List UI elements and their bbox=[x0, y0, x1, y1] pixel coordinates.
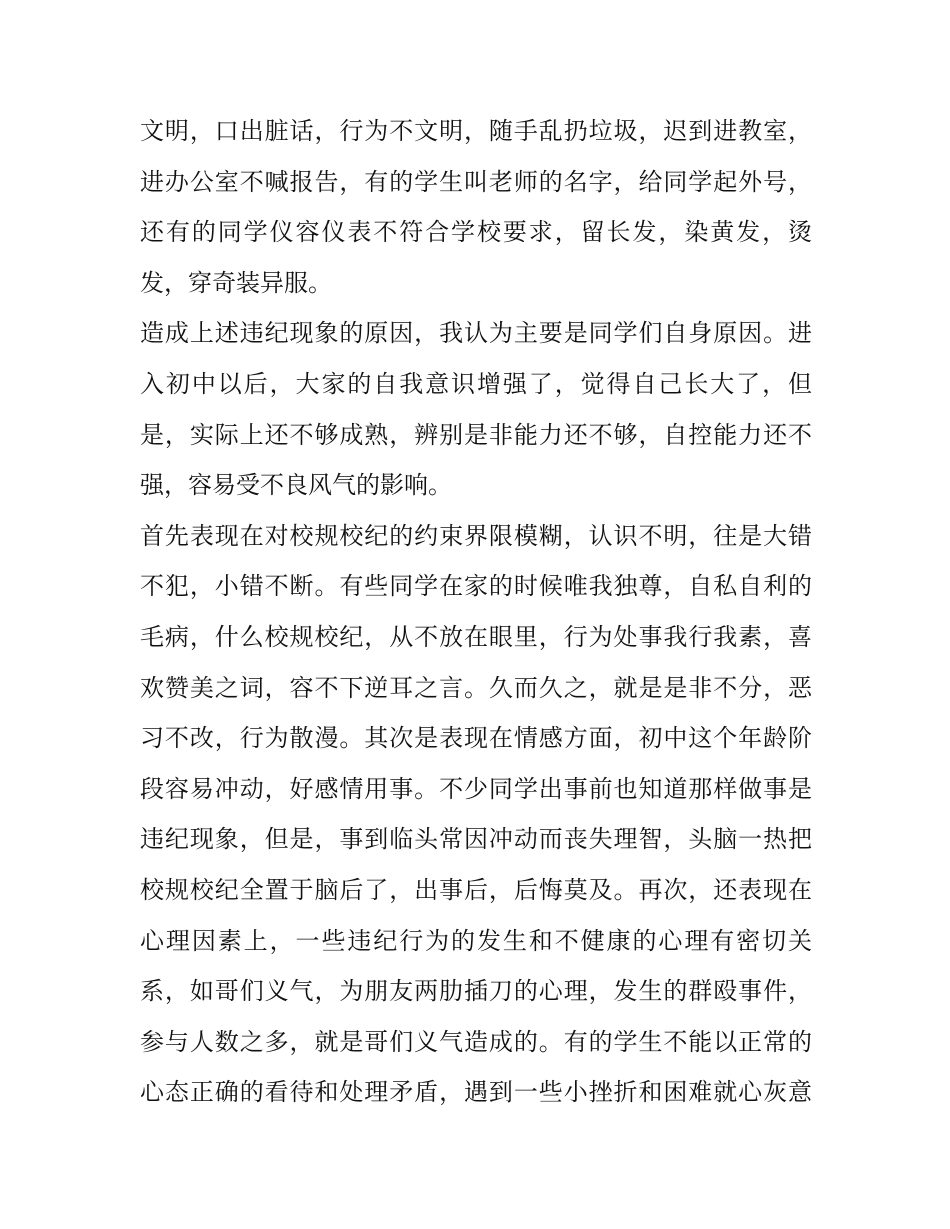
text-line: 不犯，小错不断。有些同学在家的时候唯我独尊，自私自利的 bbox=[140, 572, 812, 601]
paragraph-1 bbox=[140, 106, 812, 308]
text-line: 欢赞美之词，容不下逆耳之言。久而久之，就是是非不分，恶 bbox=[140, 673, 812, 702]
text-line: 造成上述违纪现象的原因，我认为主要是同学们自身原因。进 bbox=[140, 319, 812, 348]
text-line: 参与人数之多，就是哥们义气造成的。有的学生不能以正常的 bbox=[140, 1027, 812, 1056]
paragraph-3 bbox=[140, 511, 812, 1118]
text-line: 系，如哥们义气，为朋友两肋插刀的心理，发生的群殴事件， bbox=[140, 977, 812, 1006]
text-line: 还有的同学仪容仪表不符合学校要求，留长发，染黄发，烫 bbox=[140, 218, 812, 247]
text-line: 是，实际上还不够成熟，辨别是非能力还不够，自控能力还不 bbox=[140, 420, 812, 449]
text-line: 发，穿奇装异服。 bbox=[140, 268, 332, 297]
text-line: 文明，口出脏话，行为不文明，随手乱扔垃圾，迟到进教室， bbox=[140, 117, 812, 145]
paragraph-2 bbox=[140, 308, 812, 510]
text-line: 强，容易受不良风气的影响。 bbox=[140, 471, 452, 500]
text-line: 入初中以后，大家的自我意识增强了，觉得自己长大了，但 bbox=[140, 369, 812, 398]
text-line: 心理因素上，一些违纪行为的发生和不健康的心理有密切关 bbox=[140, 926, 812, 955]
text-line: 进办公室不喊报告，有的学生叫老师的名字，给同学起外号， bbox=[140, 167, 812, 196]
text-line: 校规校纪全置于脑后了，出事后，后悔莫及。再次，还表现在 bbox=[140, 875, 812, 904]
text-line: 段容易冲动，好感情用事。不少同学出事前也知道那样做事是 bbox=[140, 774, 812, 803]
body-text bbox=[140, 106, 812, 1118]
text-line: 习不改，行为散漫。其次是表现在情感方面，初中这个年龄阶 bbox=[140, 724, 812, 753]
text-line: 毛病，什么校规校纪，从不放在眼里，行为处事我行我素，喜 bbox=[140, 622, 812, 651]
text-line: 违纪现象，但是，事到临头常因冲动而丧失理智，头脑一热把 bbox=[140, 825, 812, 854]
text-line: 心态正确的看待和处理矛盾，遇到一些小挫折和困难就心灰意 bbox=[140, 1078, 812, 1107]
text-line: 首先表现在对校规校纪的约束界限模糊，认识不明，往是大错 bbox=[140, 521, 812, 550]
